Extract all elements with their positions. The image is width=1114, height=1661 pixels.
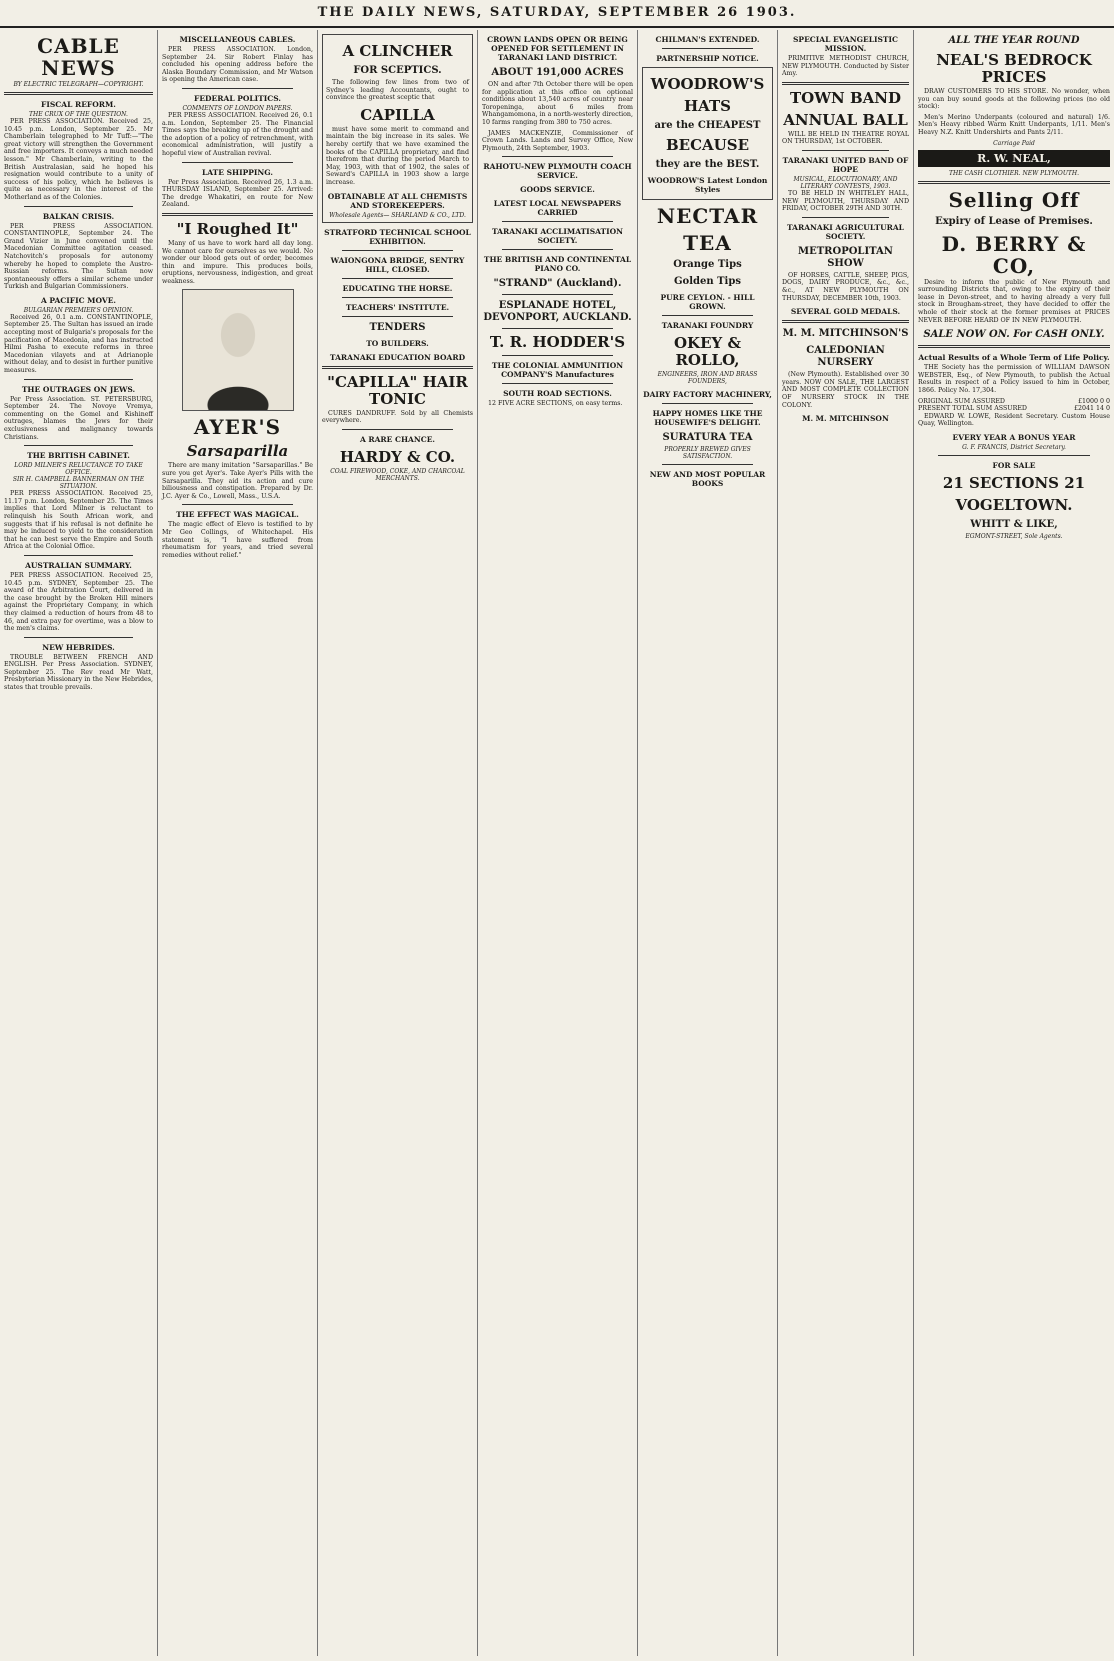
heading-forsale: FOR SALE xyxy=(992,460,1036,470)
article-metro: OF HORSES, CATTLE, SHEEP, PIGS, DOGS, DAIRY PRODUCE, &c., &c., &c., AT NEW PLYMOUTH ON THURSDAY, DECEMBER 10th, 1903. xyxy=(782,271,909,302)
cable-news-title: CABLE NEWS xyxy=(37,34,120,80)
article-south: 12 FIVE ACRE SECTIONS, on easy terms. xyxy=(488,400,623,408)
heading-whitt: WHITT & LIKE, xyxy=(970,518,1058,530)
heading-medals: SEVERAL GOLD MEDALS. xyxy=(790,307,901,317)
heading-because: BECAUSE xyxy=(665,136,750,154)
heading-nectar: NECTAR xyxy=(656,204,759,228)
article-acres: ON and after 7th October there will be open for application at this office on optional conditions about 13,540 acres of country near Toropeninga, about 6 miles from Whangamomona, in a north-westerly direction, 10 farms ranging from 380 to 750 acres. xyxy=(482,81,633,126)
column-cable-news xyxy=(0,30,158,1656)
heading-expiry: Expiry of Lease of Premises. xyxy=(935,215,1093,227)
heading-neals: NEAL'S BEDROCK PRICES xyxy=(936,51,1092,86)
heading-papers: LATEST LOCAL NEWSPAPERS CARRIED xyxy=(493,199,622,218)
ad-capilla-text: must have some merit to command and maintain the big increase in its sales. We hereby certify that we have examined the books of the CAPILLA proprietary, and find therefrom that during the period March to May, 1903, with that of 1902, the sales of Seward's CAPILLA in 1903 show a large increase. xyxy=(326,125,469,186)
cable-news-byline: BY ELECTRIC TELEGRAPH—COPYRIGHT. xyxy=(13,81,144,88)
heading-woodrow-latest: WOODROW'S Latest London Styles xyxy=(647,176,768,194)
heading-happy: HAPPY HOMES LIKE THE HOUSEWIFE'S DELIGHT. xyxy=(652,409,763,427)
heading-crown: CROWN LANDS OPEN OR BEING OPENED FOR SETTLEMENT IN TARANAKI LAND DISTRICT. xyxy=(487,35,628,62)
ad-ayers: There are many imitation "Sarsaparillas." Be sure you get Ayer's. Take Ayer's Pills with the Sarsaparilla. They aid its action and cure biliousness and constipation. Prepared by Dr. J.C. Ayer & Co., Lowell, Mass., U.S.A. xyxy=(162,462,313,500)
subheading-bulgarian: BULGARIAN PREMIER'S OPINION. xyxy=(23,306,134,314)
policy-present-value: £2041 14 0 xyxy=(1073,405,1110,413)
heading-colonial: THE COLONIAL AMMUNITION COMPANY'S Manufactures xyxy=(491,361,624,380)
policy-row-present xyxy=(918,405,1110,413)
article-magical: The magic effect of Elevo is testified to by Mr Geo Collings, of Whitechapel. His statement is, "I have suffered from rheumatism for years, and tried several remedies without relief." xyxy=(162,521,313,559)
policy-original-value: £1000 0 0 xyxy=(1077,397,1110,405)
heading-sections: 21 SECTIONS 21 xyxy=(942,473,1086,492)
heading-federal: FEDERAL POLITICS. xyxy=(194,93,281,103)
heading-acres: ABOUT 191,000 ACRES xyxy=(491,67,624,78)
heading-caledonian: CALEDONIAN NURSERY xyxy=(806,345,885,369)
column-misc-cables xyxy=(158,30,318,1656)
heading-golden: Golden Tips xyxy=(674,276,741,287)
subheading-federal: COMMENTS OF LONDON PAPERS. xyxy=(182,104,293,112)
heading-hope: TARANAKI UNITED BAND OF HOPE xyxy=(782,155,909,174)
heading-suratura: SURATURA TEA xyxy=(662,432,753,443)
heading-bonus: EVERY YEAR A BONUS YEAR xyxy=(952,432,1076,442)
ad-woodrows xyxy=(642,67,773,200)
heading-hodder: T. R. HODDER'S xyxy=(489,333,626,352)
heading-dairy: DAIRY FACTORY MACHINERY, xyxy=(643,390,772,399)
article-balkan: PER PRESS ASSOCIATION. CONSTANTINOPLE, September 24. The Grand Vizier in June convened until the Macedonian Committee agitation ceased. Natchovitch's proposals for autonomy whereby he hoped to complete the Austro-Russian reforms. The Sultan now spontaneously offers a similar scheme under Turkish and Bulgarian Commissioners. xyxy=(4,222,153,291)
article-policy: THE Society has the permission of WILLIAM DAWSON WEBSTER, Esq., of New Plymouth, to publish the Actual Results in respect of a Policy issued to him in October, 1866. Policy No. 17,304. xyxy=(918,364,1110,394)
heading-ceylon: PURE CEYLON. - HILL GROWN. xyxy=(660,293,755,311)
francis-text: G. F. FRANCIS, District Secretary. xyxy=(962,443,1066,451)
heading-hebrides: NEW HEBRIDES. xyxy=(42,642,115,652)
heading-waiongona: WAIONGONA BRIDGE, SENTRY HILL, CLOSED. xyxy=(330,255,465,274)
heading-ball: ANNUAL BALL xyxy=(783,110,908,129)
hardy-text: COAL FIREWOOD, COKE, AND CHARCOAL MERCHANTS. xyxy=(330,467,465,482)
heading-capilla: CAPILLA xyxy=(360,105,435,124)
article-mens: Men's Merino Underpants (coloured and natural) 1/6. Men's Heavy ribbed Warm Knitt Underpants, 1/11. Men's Heavy N.Z. Knitt Undershirts and Pants 2/11. xyxy=(918,113,1110,136)
column-woodrows xyxy=(638,30,778,1656)
heading-selling: Selling Off xyxy=(948,187,1080,212)
heading-town: TOWN BAND xyxy=(789,88,902,107)
heading-vogeltown: VOGELTOWN. xyxy=(955,495,1073,514)
ad-clincher-text: The following few lines from two of Sydney's leading Accountants, ought to convince the greatest sceptic that xyxy=(326,79,469,102)
article-berry: Desire to inform the public of New Plymouth and surrounding Districts that, owing to the expiry of their lease in Devon-street, and to having already a very full stock in Brougham-street, they have decided to offer the whole of their stock at the former premises at PRICES NEVER BEFORE HEARD OF IN NEW PLYMOUTH. xyxy=(918,278,1110,324)
heading-sarsaparilla: Sarsaparilla xyxy=(186,442,289,461)
heading-special: SPECIAL EVANGELISTIC MISSION. xyxy=(793,35,898,53)
policy-present-label: PRESENT TOTAL SUM ASSURED xyxy=(918,405,1027,413)
article-neals: DRAW CUSTOMERS TO HIS STORE. No wonder, when you can buy sound goods at the following prices (no old stock): xyxy=(918,88,1110,111)
heading-okey: OKEY & ROLLO, xyxy=(673,334,741,369)
heading-teachers: TEACHERS' INSTITUTE. xyxy=(345,302,450,312)
heading-books: NEW AND MOST POPULAR BOOKS xyxy=(649,470,766,488)
heading-shipping: LATE SHIPPING. xyxy=(202,167,273,177)
heading-policy: Actual Results of a Whole Term of Life Policy. xyxy=(918,353,1110,363)
article-misc: PER PRESS ASSOCIATION. London, September 24. Sir Robert Finlay has concluded his opening address before the Alaska Boundary Commission, and Mr Watson is opening the American case. xyxy=(162,46,313,84)
capilla-obtainable: OBTAINABLE AT ALL CHEMISTS AND STOREKEEPERS. xyxy=(327,191,468,210)
article-lowe: EDWARD W. LOWE, Resident Secretary. Custom House Quay, Wellington. xyxy=(918,412,1110,428)
heading-misc: MISCELLANEOUS CABLES. xyxy=(179,35,296,44)
heading-jews: THE OUTRAGES ON JEWS. xyxy=(21,384,136,394)
article-austral: PER PRESS ASSOCIATION. Received 25, 10.45 p.m. SYDNEY, September 25. The award of the Arbitration Court, delivered in the case brought by the Broken Hill miners against the Proprietary Company, in which they claimed a reduction of hours from 48 to 46, and extra pay for overtime, was a blow to the men's claims. xyxy=(4,571,153,633)
subheading-okey: ENGINEERS, IRON AND BRASS FOUNDERS, xyxy=(657,371,758,385)
article-special: PRIMITIVE METHODIST CHURCH, NEW PLYMOUTH. Conducted by Sister Amy. xyxy=(782,55,909,78)
heading-pacific: A PACIFIC MOVE. xyxy=(40,295,117,305)
heading-hats: HATS xyxy=(684,97,731,115)
heading-clincher: A CLINCHER xyxy=(342,42,453,60)
heading-berry: D. BERRY & CO, xyxy=(941,231,1087,278)
article-shipping: Per Press Association. Received 26, 1.3 a.m. THURSDAY ISLAND, September 25. Arrived: The dredge Whakatiri, en route for New Zealand. xyxy=(162,178,313,209)
ad-capilla-hair: CURES DANDRUFF. Sold by all Chemists everywhere. xyxy=(322,409,473,425)
capilla-agents: Wholesale Agents— SHARLAND & CO., LTD. xyxy=(329,211,466,219)
heading-metro: METROPOLITAN SHOW xyxy=(798,245,893,269)
heading-goods: GOODS SERVICE. xyxy=(520,185,595,195)
masthead: THE DAILY NEWS, SATURDAY, SEPTEMBER 26 1903. xyxy=(0,0,1114,28)
article-ball: WILL BE HELD IN THEATRE ROYAL ON THURSDAY, 1st OCTOBER. xyxy=(782,130,909,146)
heading-taranaki-edu: TARANAKI EDUCATION BOARD xyxy=(329,352,466,362)
heading-foundry: TARANAKI FOUNDRY xyxy=(661,321,754,330)
heading-woodrows: WOODROW'S xyxy=(650,75,765,93)
heading-partnership: PARTNERSHIP NOTICE. xyxy=(656,54,759,63)
article-jews: Per Press Association. ST. PETERSBURG, September 24. The Novoye Vremya, commenting on the Gomel and Kishineff outrages, blames the Jews for their exclusiveness and malignancy towards Christians. xyxy=(4,395,153,441)
subheading-bannerman: SIR H. CAMPBELL BANNERMAN ON THE SITUATION. xyxy=(12,476,145,491)
heading-stratford: STRATFORD TECHNICAL SCHOOL EXHIBITION. xyxy=(324,227,471,246)
heading-salenow: SALE NOW ON. For CASH ONLY. xyxy=(923,329,1105,341)
column-neals xyxy=(914,30,1114,1656)
rwneal-text: THE CASH CLOTHIER. NEW PLYMOUTH. xyxy=(948,169,1080,177)
heading-sceptics: FOR SCEPTICS. xyxy=(353,65,442,76)
ad-roughed: Many of us have to work hard all day long. We cannot care for ourselves as we would. No wonder our blood gets out of order, becomes thin and impure. This produces boils, eruptions, nervousness, indigestion, and great weakness. xyxy=(162,239,313,285)
heading-strand: "STRAND" (Auckland). xyxy=(493,278,622,290)
subheading-hope: MUSICAL, ELOCUTIONARY, AND LITERARY CONTESTS, 1903. xyxy=(793,175,898,190)
heading-rare: A RARE CHANCE. xyxy=(359,434,436,444)
heading-esplanade: ESPLANADE HOTEL, DEVONPORT, AUCKLAND. xyxy=(483,300,632,324)
heading-mitch: M. M. MITCHINSON'S xyxy=(782,328,909,340)
heading-piano: THE BRITISH AND CONTINENTAL PIANO CO. xyxy=(483,255,632,274)
heading-acclim: TARANAKI ACCLIMATISATION SOCIETY. xyxy=(492,227,623,246)
article-fiscal: PER PRESS ASSOCIATION. Received 25, 10.45 p.m. London, September 25. Mr Chamberlain telegraphed to Mr Tuff:—"The great victory will strengthen the Government and free importers. It conveys a much needed lesson." Mr Chamberlain, writing to the British Australasian, said he hoped his resignation would contribute to a unity of success of his policy, which he believes is quite as necessary in the interest of the Motherland as of the Colonies. xyxy=(4,118,153,201)
heading-balkan: BALKAN CRISIS. xyxy=(42,211,115,221)
suratura-text: PROPERLY BREWED GIVES SATISFACTION. xyxy=(664,446,751,460)
heading-rwneal: R. W. NEAL, xyxy=(918,150,1110,167)
heading-capilla-hair: "CAPILLA" HAIR TONIC xyxy=(327,372,468,408)
heading-agri: TARANAKI AGRICULTURAL SOCIETY. xyxy=(787,222,904,241)
article-hebrides: TROUBLE BETWEEN FRENCH AND ENGLISH. Per Press Association. SYDNEY, September 25. The Rev read Mr Watt, Presbyterian Missionary in the New Hebrides, states that trouble prevails. xyxy=(4,653,153,692)
heading-mitch-sign: M. M. MITCHINSON xyxy=(802,414,889,424)
article-lands: JAMES MACKENZIE, Commissioner of Crown Lands. Lands and Survey Office, New Plymouth, 24th September, 1903. xyxy=(482,129,633,152)
heading-tenders: TENDERS xyxy=(369,321,426,333)
portrait-illustration xyxy=(182,289,294,411)
heading-cabinet: THE BRITISH CABINET. xyxy=(27,451,130,461)
column-events xyxy=(778,30,914,1656)
ad-capilla xyxy=(322,34,473,223)
heading-south: SOUTH ROAD SECTIONS. xyxy=(503,389,612,399)
whitt-text: EGMONT-STREET, Sole Agents. xyxy=(965,532,1063,540)
article-cabinet: PER PRESS ASSOCIATION. Received 25, 11.17 p.m. London, September 25. The Times implies that Lord Milner is reluctant to relinquish his South African work, and suggests that if his refusal is not definite he may be induced to yield to the consideration that he can best serve the Empire and South Africa at the Colonial Office. xyxy=(4,490,153,551)
heading-orange: Orange Tips xyxy=(673,259,742,270)
policy-row-original xyxy=(918,398,1110,406)
heading-chilmans: CHILMAN'S EXTENDED. xyxy=(655,35,760,44)
heading-best: they are the BEST. xyxy=(655,159,760,170)
policy-original-label: ORIGINAL SUM ASSURED xyxy=(918,397,1005,405)
heading-magical: THE EFFECT WAS MAGICAL. xyxy=(176,510,299,520)
heading-kindness: EDUCATING THE HORSE. xyxy=(342,283,453,293)
article-bulgarian: Received 26, 0.1 a.m. CONSTANTINOPLE, September 25. The Sultan has issued an irade accepting most of Bulgaria's proposals for the pacification of Macedonia, and has instructed Hilmi Pasha to execute reforms in three Macedonian vilayets and at Adrianople without delay, and to desist in further punitive measures. xyxy=(4,313,153,375)
article-whiteley: TO BE HELD IN WHITELEY HALL, NEW PLYMOUTH, THURSDAY AND FRIDAY, OCTOBER 29TH AND 30TH. xyxy=(782,189,909,213)
heading-roughed: "I Roughed It" xyxy=(176,219,299,238)
heading-year: ALL THE YEAR ROUND xyxy=(948,35,1080,46)
carriage-paid: Carriage Paid xyxy=(993,139,1035,147)
heading-austral: AUSTRALIAN SUMMARY. xyxy=(25,560,132,570)
heading-fiscal: FISCAL REFORM. xyxy=(41,100,116,109)
column-clincher xyxy=(318,30,478,1656)
heading-tea: TEA xyxy=(683,231,732,255)
heading-coach: RAHOTU-NEW PLYMOUTH COACH SERVICE. xyxy=(483,162,632,181)
heading-ayers: AYER'S xyxy=(193,415,282,440)
column-crown-lands xyxy=(478,30,638,1656)
article-federal: PER PRESS ASSOCIATION. Received 26, 0.1 a.m. London, September 25. The Financial Times says the breaking up of the drought and the adoption of a policy of retrenchment, with economical administration, will justify a hopeful view of Australian revival. xyxy=(162,111,313,157)
heading-hardy: HARDY & CO. xyxy=(339,447,456,466)
subheading-fiscal: THE CRUX OF THE QUESTION. xyxy=(29,111,128,118)
article-caledonian: (New Plymouth). Established over 30 years. NOW ON SALE, THE LARGEST AND MOST COMPLETE COLLECTION OF NURSERY STOCK IN THE COLONY. xyxy=(782,371,909,409)
heading-builders: TO BUILDERS. xyxy=(366,338,429,348)
subheading-cabinet: LORD MILNER'S RELUCTANCE TO TAKE OFFICE. xyxy=(14,462,143,477)
heading-cheapest: are the CHEAPEST xyxy=(654,120,761,131)
